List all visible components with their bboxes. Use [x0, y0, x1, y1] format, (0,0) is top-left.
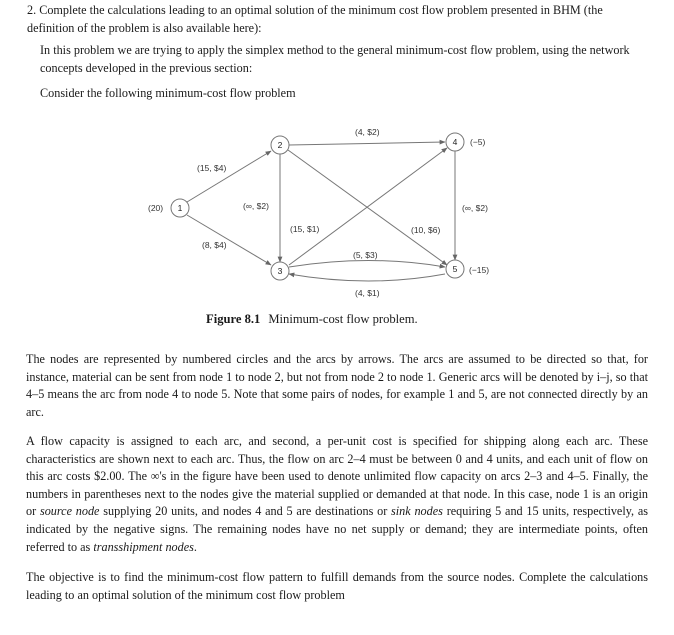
node-1: [171, 199, 189, 217]
term-transshipment-nodes: transshipment nodes: [93, 539, 194, 554]
node-5-label: 5: [452, 264, 458, 274]
arc-label-5-3: (4, $1): [355, 288, 380, 298]
arc-label-4-5: (∞, $2): [462, 203, 488, 213]
arc-label-2-4: (4, $2): [355, 127, 380, 137]
term-sink-nodes: sink nodes: [391, 504, 443, 519]
node-3: [271, 262, 289, 280]
arc-1-2: [187, 151, 271, 202]
network-figure: [140, 120, 520, 300]
intro-paragraph-2: Consider the following minimum-cost flow problem: [40, 86, 296, 100]
node-2-label: 2: [277, 140, 283, 150]
node-5-supply: (−15): [469, 265, 490, 275]
node-1-supply: (20): [148, 203, 164, 213]
arc-label-3-4: (15, $1): [290, 224, 320, 234]
node-4: [446, 133, 464, 151]
paragraph-capacity: [26, 433, 648, 556]
arc-3-5: [289, 261, 445, 268]
node-2: [271, 136, 289, 154]
arc-label-1-2: (15, $4): [197, 163, 227, 173]
capacity-text-end: .: [193, 539, 197, 554]
capacity-text-b: supplying 20 units, and nodes 4 and 5 are destinations or: [103, 504, 388, 519]
paragraph-objective: The objective is to find the minimum-cost flow pattern to fulfill demands from the source nodes. Complete the calculations leading to an optimal solution of the minimum cost flow problem: [26, 570, 648, 602]
node-4-supply: (−5): [470, 137, 486, 147]
arc-5-3: [289, 274, 445, 281]
arc-label-3-5: (5, $3): [353, 250, 378, 260]
capacity-text-a: A flow capacity is assigned to each arc, and second, a per-unit cost is specified for shipping along each arc. These characteristics are shown next to each arc. Thus, the flow on arc 2–4 must be between 0 and 4 units, and each unit of flow on this arc costs $2.00. The ∞'s in the figure have been used to denote unlimited flow capacity on arcs 2–3 and 4–5. Finally, the numbers in parentheses next to the nodes give the material supplied or demanded at that node. In this case, node 1 is an origin or: [26, 434, 648, 519]
node-4-label: 4: [452, 137, 458, 147]
question-number: 2.: [27, 3, 37, 17]
node-1-label: 1: [177, 203, 183, 213]
intro-paragraph-1: In this problem we are trying to apply the simplex method to the general minimum-cost flow problem, using the network concepts developed in the previous section:: [40, 43, 630, 75]
figure-caption-label: Figure 8.1: [206, 312, 261, 326]
figure-caption-text: Minimum-cost flow problem.: [268, 312, 418, 326]
arc-label-2-5: (10, $6): [411, 225, 441, 235]
capacity-text-c: requiring 5 and 15 units, respectively, as indicated by the negative signs. The remaining nodes have no net supply or demand; they are intermediate points, often referred to as: [26, 504, 649, 554]
figure-caption: [206, 311, 418, 328]
question-body: Complete the calculations leading to an optimal solution of the minimum cost flow problem presented in BHM (the definition of the problem is also available here):: [27, 3, 603, 35]
node-3-label: 3: [277, 266, 283, 276]
node-5: [446, 260, 464, 278]
arc-label-1-3: (8, $4): [202, 240, 227, 250]
arc-2-4: [289, 142, 445, 145]
term-source-node: source node: [39, 504, 100, 519]
arc-1-3: [187, 215, 271, 265]
paragraph-nodes-arcs: The nodes are represented by numbered circles and the arcs by arrows. The arcs are assumed to be directed so that, for instance, material can be sent from node 1 to node 2, but not from node 2 to node 1. Generic arcs will be denoted by i–j, so that 4–5 means the arc from node 4 to node 5. Note that some pairs of nodes, for example 1 and 5, are not connected directly by an arc.: [26, 352, 648, 419]
question-text: [27, 2, 647, 37]
arc-label-2-3: (∞, $2): [243, 201, 269, 211]
